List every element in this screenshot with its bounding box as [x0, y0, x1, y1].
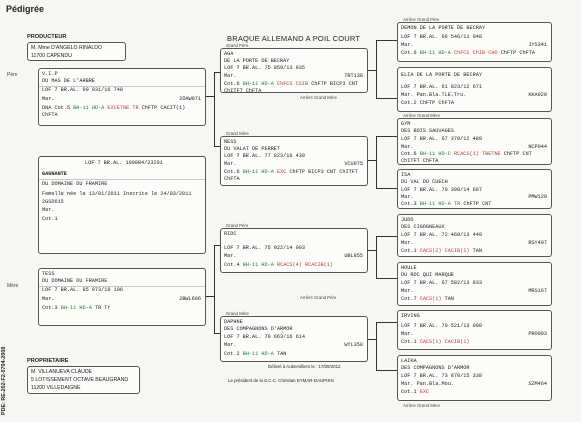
father-name1: V.I.P — [42, 71, 58, 77]
father-lof: LOF 7 BR.AL. 90 931/16 748 — [42, 87, 123, 93]
ggp8-name: LAIKA — [401, 358, 417, 364]
ggp5-tests: Cot.1 CACS(2) CACIB(1) TAN — [401, 248, 482, 254]
president-text: Le président de la S.C.C. Christian EYMAR-DAUPHIN — [228, 378, 334, 383]
subject-name2: DU DOMAINE DU FRAMIRE — [42, 181, 108, 187]
mother-lof: LOF 7 BR.AL. 85 073/18 106 — [42, 287, 123, 293]
grandparent-box-1 — [220, 48, 368, 93]
gp1-name2: DE LA PORTE DE BECRAY — [224, 58, 290, 64]
grandparent-box-4 — [220, 316, 368, 362]
ggp4-lof: LOF 7 BR.AL. 70 399/14 687 — [401, 187, 482, 193]
subject-lof: LOF 7 BR.AL. 100084/23291 — [85, 160, 163, 166]
ggp3-mar: Mar. — [401, 144, 414, 150]
ggp6-name: HOULE — [401, 265, 417, 271]
gp3-id: UBL855 — [344, 253, 363, 259]
father-id: 2DAW071 — [179, 96, 201, 102]
mere-label: Mère — [7, 283, 19, 289]
ggp5-name: JUDO — [401, 217, 414, 223]
ggp1-mar: Mar. — [401, 42, 414, 48]
great-grandparent-box-7 — [397, 310, 552, 350]
ggp1-id: JYS341 — [528, 42, 547, 48]
agm1-cap: Arrière Grand Mère — [300, 95, 338, 100]
ggp1-name: DEMON DE LA PORTE DE BECRAY — [401, 25, 486, 31]
agm-cap-bottom: Arrière Grand Mère — [403, 403, 441, 408]
father-name2: DU MAS DE L'ARBRE — [42, 78, 95, 84]
subject-id: 2GSD615 — [42, 199, 64, 205]
gm1-cap: Grand Mère — [226, 131, 249, 136]
subject-born: Femelle née le 13/01/2011 — [42, 191, 120, 197]
ggp5-mar: Mar. — [401, 240, 414, 246]
document-code: PDE: RE-202-F2-0704-2008 — [1, 346, 7, 415]
gp3-mar: Mar. — [224, 253, 237, 259]
mother-tests: Cot.3 BH-11 HD-A TR Tr — [42, 305, 111, 311]
ggp2-name: ELIA DE LA PORTE DE BECRAY — [401, 72, 482, 78]
great-grandparent-box-6 — [397, 262, 552, 306]
gp3-name1: RIDC — [224, 231, 237, 237]
ggp1-tests: Cot.6 BH-11 HD-A ChFCS ChIB CHO ChFTP ChFTA — [401, 50, 535, 56]
ggp4-mar: Mar. — [401, 194, 414, 200]
ggp3-name: GYM — [401, 121, 411, 127]
ggp5-name2: DES CIGOGNEAUX — [401, 224, 445, 230]
subject-cot: Cot.1 — [42, 216, 58, 222]
proprietaire-label: PROPRIETAIRE — [27, 358, 69, 364]
producteur-name: M. Mme D'ANGELO RINALDO — [31, 45, 103, 51]
producteur-box — [27, 42, 126, 61]
subject-name1: GAGNANTE — [42, 171, 67, 177]
ggp4-name: ISA — [401, 172, 411, 178]
gp4-id: WYL358 — [344, 342, 363, 348]
mother-box — [38, 268, 206, 326]
gm2-cap: Grand Mère — [226, 311, 249, 316]
ggp7-name: IRVING — [401, 313, 420, 319]
agp1-cap: Arrière Grand Père — [403, 17, 440, 22]
ggp4-tests: Cot.3 BH-11 HD-A TR ChFTP CNT — [401, 201, 492, 207]
gp4-name2: DES COMPAGNONS D'ARMOR — [224, 326, 293, 332]
gp2-tests: Cot.6 BH-11 HD-A EXC ChFTP BICP3 CNT ChITFT ChFTA — [224, 169, 358, 183]
great-grandparent-box-8 — [397, 355, 552, 401]
proprietaire-city: 11200 VILLEDAIGNE — [31, 385, 81, 391]
gp1-cap: Grand Père — [226, 43, 249, 48]
ggp3-name2: DES BOIS SAUVAGES — [401, 128, 454, 134]
grandparent-box-3 — [220, 228, 368, 273]
ggp6-id: MRS167 — [528, 288, 547, 294]
proprietaire-address: 5 LOTISSEMENT OCTAVE BEAUGRAND — [31, 377, 129, 383]
ggp3-tests: Cot.6 BH-11 HD-C RCACS(1) TBETNE ChFTP CNT ChITFT ChFTA — [401, 151, 532, 165]
agm2-cap: Arrière Grand Mère — [403, 113, 441, 118]
page-title: Pédigrée — [6, 4, 45, 14]
father-tests: DNA Cot.5 BH-11 HD-A EXCETNE TR ChFTP CACIT(1) ChFTA — [42, 105, 186, 119]
subject-box — [38, 156, 206, 254]
ggp6-mar: Mar. — [401, 288, 414, 294]
ggp7-tests: Cot.1 CACS(1) CACIB(1) — [401, 339, 470, 345]
ggp4-name2: DU VAL DU CUECH — [401, 179, 448, 185]
ggp5-lof: LOF 7 BR.AL. 72 468/13 449 — [401, 232, 482, 238]
ggp2-mar: Mar. Pan.Bla.TLE.Tru. — [401, 92, 467, 98]
ggp6-tests: Cot.7 CACS(1) TAN — [401, 296, 454, 302]
gp3-lof: LOF 7 BR.AL. 75 922/14 093 — [224, 245, 305, 251]
pere-label: Père — [7, 72, 18, 78]
ggp8-name2: DES COMPAGNONS D'ARMOR — [401, 365, 470, 371]
proprietaire-box — [27, 366, 140, 394]
subject-inscrit: Inscrite le 24/03/2011 — [123, 191, 192, 197]
mother-id: 2BWL606 — [179, 296, 201, 302]
gp2-name1: NESS — [224, 139, 237, 145]
ggp2-id: KKA029 — [528, 92, 547, 98]
great-grandparent-box-3 — [397, 118, 552, 165]
gp3-tests: Cot.4 BH-11 HD-A RCACS(4) RCACIB(1) — [224, 262, 334, 268]
ggp6-lof: LOF 7 BR.AL. 67 582/13 833 — [401, 280, 482, 286]
ggp2-tests: Cot.2 ChFTP ChFTA — [401, 100, 454, 106]
ggp6-name2: DU ROC QUI MARQUE — [401, 272, 454, 278]
gp4-lof: LOF 7 BR.AL. 70 663/16 614 — [224, 334, 305, 340]
gp4-name1: DAPHNE — [224, 319, 243, 325]
ggp1-lof: LOF 7 BR.AL. 66 546/11 048 — [401, 34, 482, 40]
gp2-name2: DU VALAT DE PERRET — [224, 146, 281, 152]
mother-name2: DU DOMAINE DU FRAMIRE — [42, 278, 108, 284]
grandparent-box-2 — [220, 136, 368, 186]
producteur-city: 11700 CAPENDU — [31, 53, 72, 59]
gp1-name1: AGA — [224, 51, 234, 57]
delivered-text: Délivré à Aubervilliers le : 17/09/2012 — [268, 364, 341, 369]
gp1-tests: Cot.6 BH-11 HD-A ChFCS CSIB ChFTP BICP3 CNT ChITFT ChFTA — [224, 81, 358, 95]
ggp5-id: RSY497 — [528, 240, 547, 246]
agp-cap-mid: Arrière Grand Père — [300, 295, 337, 300]
gp3-cap: Grand Père — [226, 223, 249, 228]
gp2-id: VCU075 — [344, 161, 363, 167]
mother-mar: Mar. — [42, 296, 55, 302]
ggp7-mar: Mar. — [401, 331, 414, 337]
great-grandparent-box-4 — [397, 169, 552, 209]
father-mar: Mar. — [42, 96, 55, 102]
gp2-mar: Mar. — [224, 161, 237, 167]
father-box — [38, 68, 206, 126]
great-grandparent-box-1 — [397, 22, 552, 62]
ggp4-id: PMW129 — [528, 194, 547, 200]
gp1-mar: Mar. — [224, 73, 237, 79]
gp4-tests: Cot.2 BH-11 HD-A TAN — [224, 351, 287, 357]
mother-name1: TESS — [42, 271, 55, 277]
great-grandparent-box-5 — [397, 214, 552, 257]
gp1-id: TRT138 — [344, 73, 363, 79]
ggp8-mar: Mar. Pan.Bla.Mou. — [401, 381, 454, 387]
gp1-lof: LOF 7 BR.AL. 75 859/13 935 — [224, 65, 305, 71]
ggp2-lof: LOF 7 BR.AL. 61 823/12 671 — [401, 84, 482, 90]
producteur-label: PRODUCTEUR — [27, 34, 67, 40]
ggp7-lof: LOF 7 BR.AL. 70 521/13 090 — [401, 323, 482, 329]
proprietaire-name: M. VILLANUEVA CLAUDE — [31, 369, 93, 375]
great-grandparent-box-2 — [397, 67, 552, 112]
ggp8-tests: Cot.1 EXC — [401, 389, 430, 395]
gp4-mar: Mar. — [224, 342, 237, 348]
ggp8-lof: LOF 7 BR.AL. 73 878/15 338 — [401, 373, 482, 379]
gp2-lof: LOF 7 BR.AL. 77 823/16 430 — [224, 153, 305, 159]
ggp3-id: NCP044 — [528, 144, 547, 150]
ggp3-lof: LOF 7 BR.AL. 67 370/12 489 — [401, 136, 482, 142]
breed-title: BRAQUE ALLEMAND A POIL COURT — [227, 34, 361, 43]
ggp8-id: SZM464 — [528, 381, 547, 387]
subject-mar: Mar. — [42, 207, 55, 213]
ggp7-id: PRO093 — [528, 331, 547, 337]
